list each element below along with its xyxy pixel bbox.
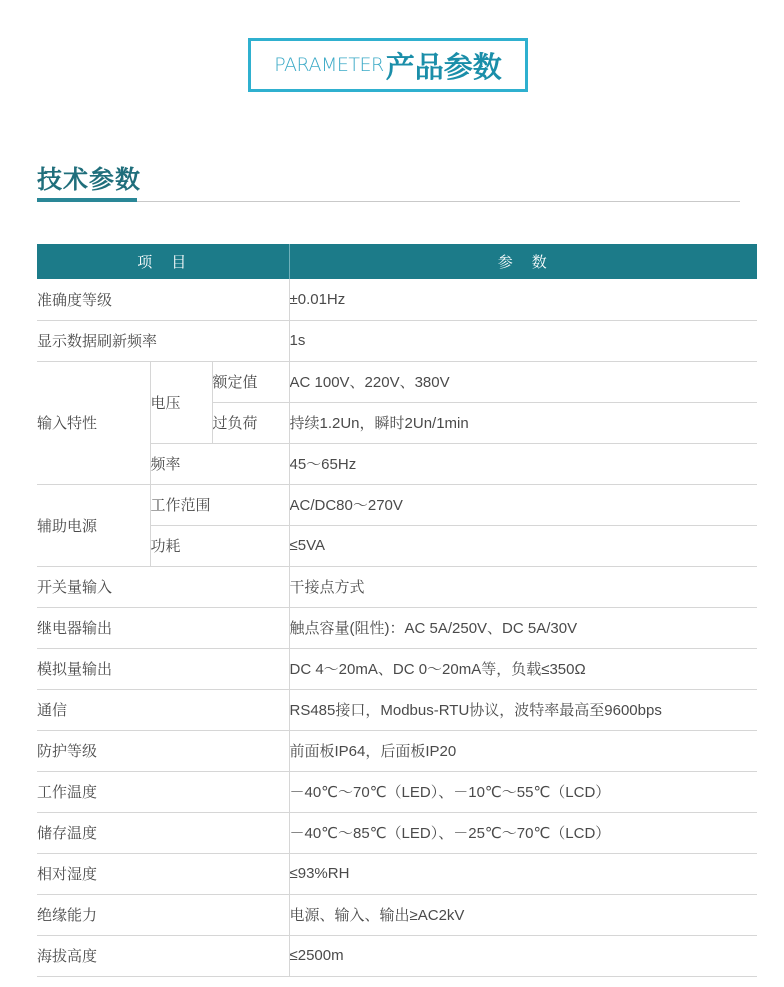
row-label: 工作范围 bbox=[150, 484, 289, 525]
table-header-row bbox=[37, 244, 757, 279]
row-value: RS485接口，Modbus-RTU协议，波特率最高至9600bps bbox=[289, 689, 757, 730]
row-label: 防护等级 bbox=[37, 730, 289, 771]
table-row bbox=[37, 812, 757, 853]
table-row bbox=[37, 689, 757, 730]
table-row bbox=[37, 607, 757, 648]
row-label: 通信 bbox=[37, 689, 289, 730]
row-value: ≤93%RH bbox=[289, 853, 757, 894]
row-value: 前面板IP64，后面板IP20 bbox=[289, 730, 757, 771]
header-param: 参 数 bbox=[289, 244, 757, 279]
table-row bbox=[37, 771, 757, 812]
header-item: 项 目 bbox=[37, 244, 289, 279]
section-title-underline bbox=[37, 198, 137, 202]
row-value: 电源、输入、输出≥AC2kV bbox=[289, 894, 757, 935]
row-value: 45～65Hz bbox=[289, 443, 757, 484]
table-row bbox=[37, 484, 757, 525]
row-value: 干接点方式 bbox=[289, 566, 757, 607]
row-value: DC 4～20mA、DC 0～20mA等，负载≤350Ω bbox=[289, 648, 757, 689]
row-value: －40℃～70℃（LED）、－10℃～55℃（LCD） bbox=[289, 771, 757, 812]
subgroup-label-voltage: 电压 bbox=[150, 361, 212, 443]
row-label: 海拔高度 bbox=[37, 935, 289, 976]
banner-chinese-text: 产品参数 bbox=[385, 51, 502, 84]
row-label: 频率 bbox=[150, 443, 289, 484]
table-row bbox=[37, 730, 757, 771]
row-label: 继电器输出 bbox=[37, 607, 289, 648]
row-value: AC/DC80～270V bbox=[289, 484, 757, 525]
banner-english-text: PARAMETER bbox=[274, 54, 384, 76]
row-value: ≤2500m bbox=[289, 935, 757, 976]
group-label-aux-power: 辅助电源 bbox=[37, 484, 150, 566]
row-label: 过负荷 bbox=[212, 402, 289, 443]
row-value: ±0.01Hz bbox=[289, 279, 757, 320]
row-label: 绝缘能力 bbox=[37, 894, 289, 935]
row-label: 开关量输入 bbox=[37, 566, 289, 607]
row-value: 1s bbox=[289, 320, 757, 361]
group-label-input: 输入特性 bbox=[37, 361, 150, 484]
row-label: 工作温度 bbox=[37, 771, 289, 812]
table-row bbox=[37, 935, 757, 976]
row-value: ≤5VA bbox=[289, 525, 757, 566]
table-row bbox=[37, 566, 757, 607]
parameter-banner bbox=[248, 38, 528, 92]
row-label: 准确度等级 bbox=[37, 279, 289, 320]
table-row bbox=[37, 853, 757, 894]
row-label: 相对湿度 bbox=[37, 853, 289, 894]
table-row bbox=[37, 279, 757, 320]
table-row bbox=[37, 894, 757, 935]
table-row bbox=[37, 361, 757, 402]
table-row bbox=[37, 320, 757, 361]
row-label: 模拟量输出 bbox=[37, 648, 289, 689]
row-label: 功耗 bbox=[150, 525, 289, 566]
section-divider bbox=[37, 201, 740, 202]
row-value: －40℃～85℃（LED）、－25℃～70℃（LCD） bbox=[289, 812, 757, 853]
row-value: AC 100V、220V、380V bbox=[289, 361, 757, 402]
row-value: 触点容量(阻性)：AC 5A/250V、DC 5A/30V bbox=[289, 607, 757, 648]
row-label: 额定值 bbox=[212, 361, 289, 402]
spec-table bbox=[37, 244, 757, 977]
table-row bbox=[37, 648, 757, 689]
row-value: 持续1.2Un，瞬时2Un/1min bbox=[289, 402, 757, 443]
row-label: 储存温度 bbox=[37, 812, 289, 853]
section-title: 技术参数 bbox=[37, 166, 142, 194]
row-label: 显示数据刷新频率 bbox=[37, 320, 289, 361]
